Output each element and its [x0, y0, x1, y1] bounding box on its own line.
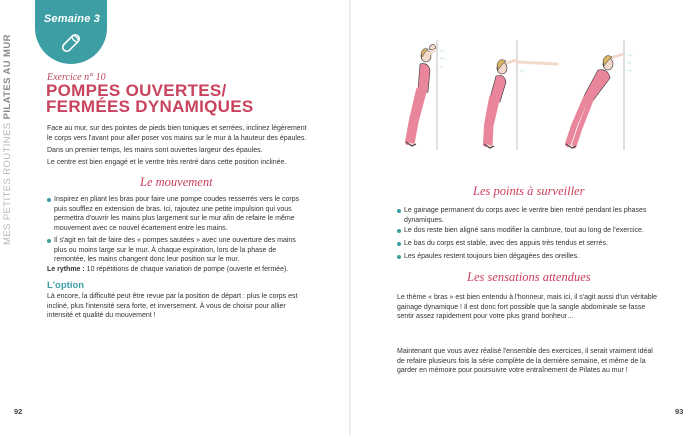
book-side-title: MES PETITES ROUTINES PILATES AU MUR	[2, 34, 13, 245]
pose-figure-3	[566, 40, 632, 150]
intro-paragraph-3: Le centre est bien engagé et le ventre très rentré dans cette position inclinée.	[47, 159, 287, 166]
page-number-left: 92	[14, 407, 23, 416]
bullet-dot-icon	[47, 239, 51, 243]
sensations-paragraph: Le thème « bras » est bien entendu à l'honneur, mais ici, il s'agit aussi d'un véritable gainage dynamique ! Il est donc fort possible que la sangle abdominale se fasse sentir assez rapidement pour votre plus grand bonheur…	[397, 294, 658, 321]
foam-roller-icon	[58, 30, 84, 56]
bullet-dot-icon	[397, 229, 401, 233]
bullet-dot-icon	[397, 209, 401, 213]
exercise-illustration	[392, 40, 662, 155]
option-heading: L'option	[47, 280, 85, 291]
intro-paragraph-2: Dans un premier temps, les mains sont ouvertes largeur des épaules.	[47, 147, 263, 154]
movement-heading: Le mouvement	[140, 175, 213, 189]
movement-bullet: Il s'agit en fait de faire des « pompes sautées » avec une ouverture des mains plus ou moins large sur le mur. À chaque expiration, lors de la phase de remontée, les mains changent donc leur position sur le mur.	[47, 236, 309, 265]
exercise-title: POMPES OUVERTES/ FERMÉES DYNAMIQUES	[46, 81, 254, 116]
watch-bullet: Le bas du corps est stable, avec des appuis très tendus et serrés.	[397, 239, 657, 249]
movement-bullet: Inspirez en pliant les bras pour faire une pompe coudes resserrés vers le corps puis soufflez en extension de bras. Ici, rajoutez une petite impulsion qui vous permettra d'ouvrir les mains plus largement sur le mur afin de refaire le même mouvement avec ce nouvel écartement entre les mains.	[47, 195, 309, 233]
intro-paragraph-1: Face au mur, sur des pointes de pieds bien toniques et serrées, inclinez légèrement le corps vers l'avant pour aller poser vos mains sur le mur à la hauteur des épaules.	[47, 125, 307, 142]
watch-bullet: Le gainage permanent du corps avec le ventre bien rentré pendant les phases dynamiques.	[397, 206, 657, 225]
bullet-dot-icon	[47, 198, 51, 202]
watch-heading: Les points à surveiller	[473, 184, 585, 198]
closing-paragraph: Maintenant que vous avez réalisé l'ensemble des exercices, il serait vraiment idéal de refaire plusieurs fois la série complète de la dernière semaine, et même de la garder en mémoire pour poursuivre votre entraînement de Pilates au mur !	[397, 348, 653, 375]
pose-figure-1	[406, 40, 445, 150]
week-tab-label: Semaine 3	[43, 13, 101, 25]
watch-bullet: Les épaules restent toujours bien dégagées des oreilles.	[397, 252, 657, 262]
sensations-heading: Les sensations attendues	[467, 270, 591, 284]
exercise-number: Exercice n° 10	[47, 72, 106, 83]
bullet-dot-icon	[397, 242, 401, 246]
rhythm-line: Le rythme : 10 répétitions de chaque variation de pompe (ouverte et fermée).	[47, 266, 289, 273]
bullet-dot-icon	[397, 255, 401, 259]
page-gutter	[349, 0, 351, 435]
page-number-right: 93	[675, 407, 684, 416]
option-paragraph: Là encore, la difficulté peut être revue par la position de départ : plus le corps est incliné, plus l'intensité sera forte, et inversement. À vous de choisir pour allier intensité et qualité du mouvement !	[47, 293, 298, 320]
pose-figure-2	[484, 40, 557, 150]
watch-bullet: Le dos reste bien aligné sans modifier la cambrure, tout au long de l'exercice.	[397, 226, 657, 236]
